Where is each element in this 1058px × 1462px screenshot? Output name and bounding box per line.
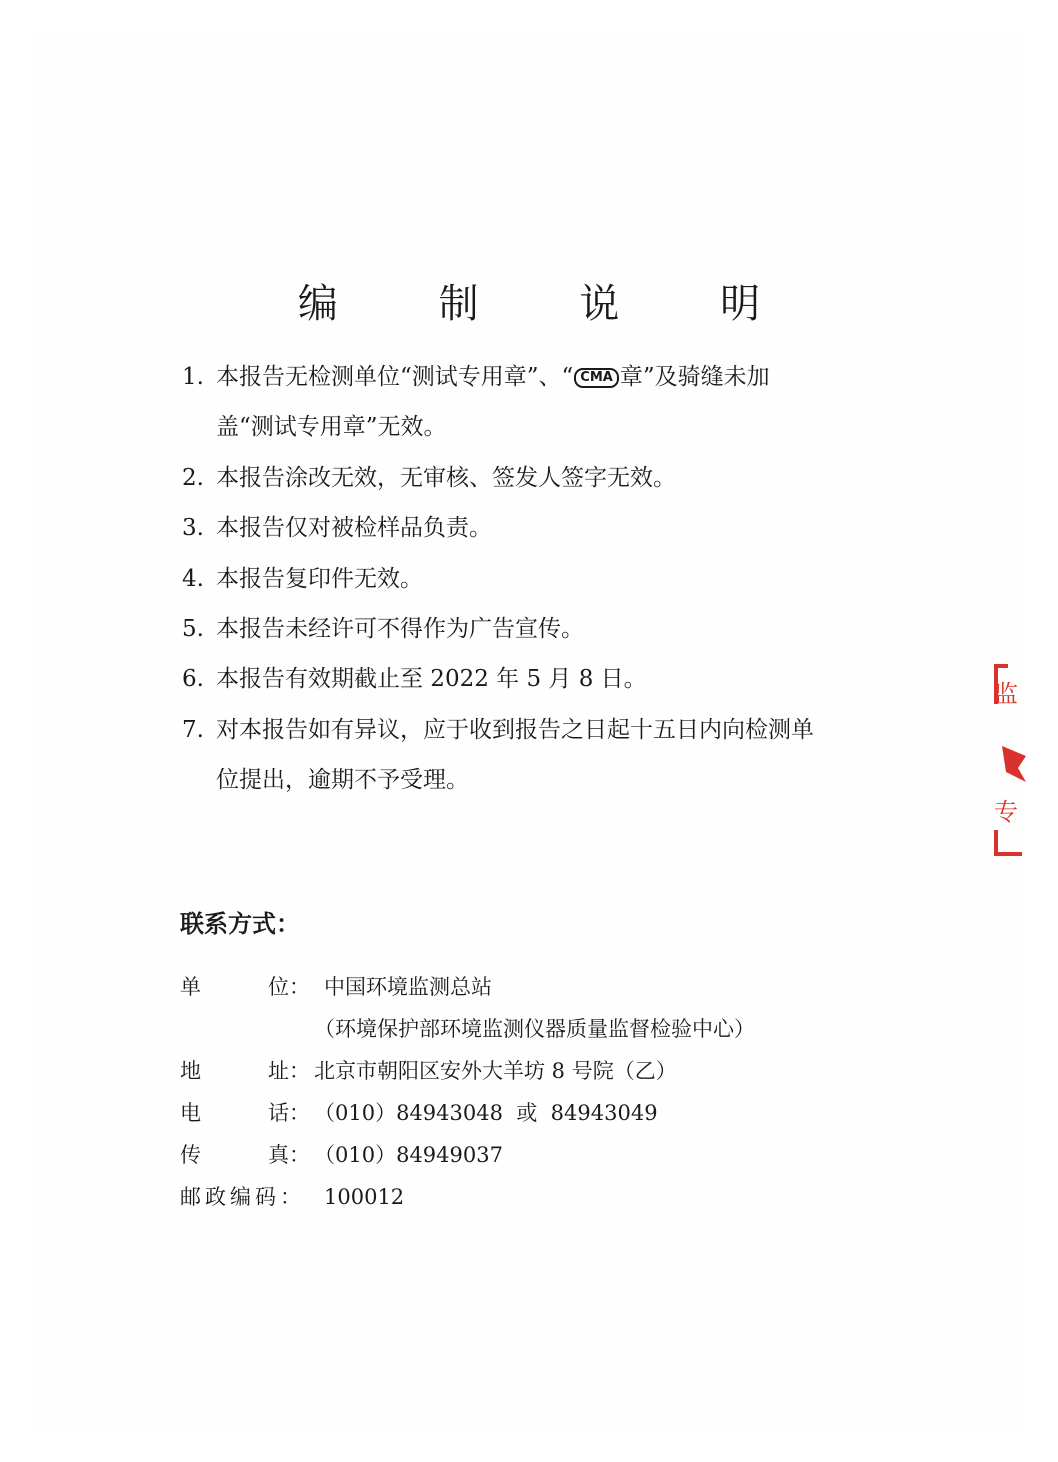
note-number: 5. — [182, 616, 204, 643]
contact-postcode-label: 邮政编码： — [180, 1185, 305, 1209]
cma-mark-icon: CMA — [574, 368, 619, 388]
contact-unit-value2: （环境保护部环境监测仪器质量监督检验中心） — [314, 1017, 755, 1041]
note-text: 本报告涂改无效，无审核、签发人签字无效。 — [216, 464, 676, 491]
note-number: 6. — [182, 666, 204, 693]
note-text: 本报告无检测单位“测试专用章”、“ — [216, 364, 574, 390]
contact-heading: 联系方式： — [180, 909, 300, 938]
contact-address-row — [180, 1050, 755, 1092]
note-number: 3. — [182, 515, 204, 542]
contact-phone-row — [180, 1092, 755, 1134]
note-text-line2: 位提出，逾期不予受理。 — [216, 767, 469, 794]
note-number: 1. — [182, 364, 204, 390]
contact-phone-value: （010）84943048 或 84943049 — [314, 1101, 658, 1125]
note-text: 对本报告如有异议，应于收到报告之日起十五日内向检测单 — [216, 716, 814, 743]
note-number: 4. — [182, 565, 204, 592]
contact-fax-label: 传 真： — [180, 1143, 310, 1167]
seal-text-top: 监 — [994, 680, 1018, 708]
contact-address-label: 地 址： — [180, 1059, 310, 1083]
note-item-1 — [182, 352, 902, 453]
note-text: 本报告有效期截止至 2022 年 5 月 8 日。 — [216, 666, 647, 693]
contact-unit-subrow — [180, 1008, 755, 1050]
note-text: 本报告未经许可不得作为广告宣传。 — [216, 616, 584, 643]
contact-postcode-row — [180, 1176, 755, 1218]
note-text-cont: 章”及骑缝未加 — [619, 364, 770, 390]
contact-address-value: 北京市朝阳区安外大羊坊 8 号院（乙） — [314, 1059, 677, 1083]
contact-unit-row — [180, 966, 755, 1008]
note-number: 7. — [182, 716, 204, 743]
contact-unit-label: 单 位： — [180, 975, 310, 999]
seal-stamp-partial — [992, 660, 1032, 860]
seal-text-bottom: 专 — [994, 798, 1018, 826]
contact-phone-label: 电 话： — [180, 1101, 310, 1125]
note-item-5 — [182, 604, 902, 654]
note-item-6 — [182, 654, 902, 704]
seal-stamp-icon — [992, 660, 1032, 860]
contact-block — [180, 966, 755, 1218]
contact-fax-value: （010）84949037 — [314, 1143, 503, 1167]
contact-fax-row — [180, 1134, 755, 1176]
note-text-line2: 盖“测试专用章”无效。 — [216, 414, 447, 441]
note-item-7 — [182, 705, 902, 806]
contact-postcode-value: 100012 — [324, 1185, 405, 1209]
notes-list — [182, 352, 902, 806]
note-text: 本报告复印件无效。 — [216, 565, 423, 592]
note-item-3 — [182, 503, 902, 553]
note-text: 本报告仅对被检样品负责。 — [216, 515, 492, 542]
note-item-2 — [182, 453, 902, 503]
contact-unit-value: 中国环境监测总站 — [324, 975, 492, 999]
note-number: 2. — [182, 464, 204, 491]
note-item-4 — [182, 554, 902, 604]
seal-star-icon — [1002, 746, 1026, 782]
page-title: 编 制 说 明 — [297, 281, 805, 327]
